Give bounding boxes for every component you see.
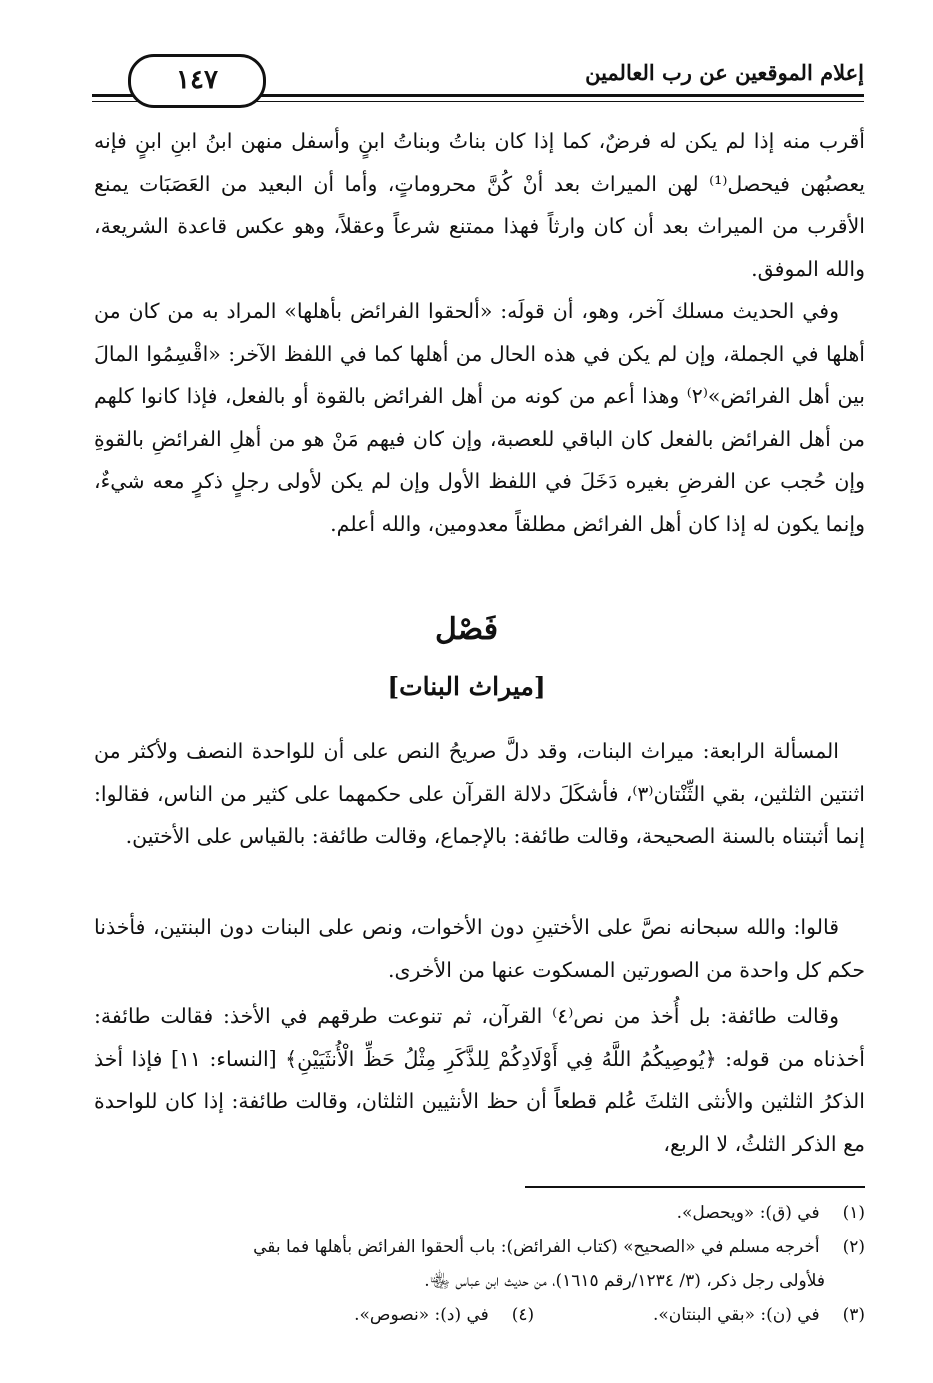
paragraph-2-text: وفي الحديث مسلك آخر، وهو، أن قولَه: «ألحقوا الفرائض بأهلها» المراد به من كان من أهلها في الجملة، وإن لم يكن في هذه الحال من أهلها كما في اللفظ الآخر: «اقْسِمُوا المالَ بين أهل الفرائض»⁽٢⁾ وهذا أعم من كونه من أهل الفرائض بالقوة أو بالفعل، فإذا كانوا كلهم من أهل الفرائض بالفعل كان الباقي للعصبة، وإن كان فيهم مَنْ هو من أهلِ الفرائضِ بالقوةِ وإن حُجب عن الفرضِ بغيره دَخَلَ في اللفظ الأول وإن لم يكن لأولى رجلٍ ذكرٍ معه شيءٌ، وإنما يكون له إذا كان أهل الفرائض مطلقاً معدومين، والله أعلم. xyxy=(94,299,865,536)
paragraph-4 xyxy=(94,906,865,991)
paragraph-4-text: قالوا: والله سبحانه نصَّ على الأختينِ دون الأخوات، ونص على البنات دون البنتين، فأخذنا حكم كل واحدة من الصورتين المسكوت عنها من الأخرى. xyxy=(94,915,865,982)
footnote-2-continued: فلأولى رجل ذكر، (٣/ ١٢٣٤/رقم ١٦١٥)، من حديث ابن عباس ﵄. xyxy=(424,1271,825,1291)
footnote-number: (٢) xyxy=(842,1237,865,1257)
paragraph-3-text: المسألة الرابعة: ميراث البنات، وقد دلَّ صريحُ النص على أن للواحدة النصف ولأكثر من اثنتين الثلثين، بقي الثِّنْتان⁽٣⁾، فأشكَلَ دلالة القرآن على حكمهما على كثير من الناس، فقالوا: إنما أثبتناه بالسنة الصحيحة، وقالت طائفة: بالإجماع، وقالت طائفة: بالقياس على الأختين. xyxy=(94,739,865,848)
footnote-number: (٣) xyxy=(842,1305,865,1325)
footnote-1 xyxy=(94,1196,865,1230)
footnote-text: في (ن): «بقي البنتان». xyxy=(652,1305,820,1325)
page-header xyxy=(92,54,864,106)
paragraph-1-text: أقرب منه إذا لم يكن له فرضٌ، كما إذا كان بناتُ وبناتُ ابنٍ وأسفل منهن ابنُ ابنِ ابنٍ فإنه يعصبُهن فيحصل⁽¹⁾ لهن الميراث بعد أنْ كُنَّ محروماتٍ، وأما أن البعيد من العَصَبَات يمنع الأقرب من الميراث بعد أن كان وارثاً فهذا ممتنع شرعاً وعقلاً، وهو عكس قاعدة الشريعة، والله الموفق. xyxy=(94,129,865,281)
section-heading: فَصْل xyxy=(434,612,499,647)
footnotes xyxy=(94,1196,865,1332)
paragraph-5 xyxy=(94,995,865,1165)
paragraph-1 xyxy=(94,120,865,290)
paragraph-2 xyxy=(94,290,865,545)
footnote-separator xyxy=(525,1186,865,1188)
paragraph-5-text: وقالت طائفة: بل أُخذ من نص⁽٤⁾ القرآن، ثم تنوعت طرقهم في الأخذ: فقالت طائفة: أخذناه من قوله: ﴿يُوصِيكُمُ اللَّهُ فِي أَوْلَادِكُمْ لِلذَّكَرِ مِثْلُ حَظِّ الْأُنثَيَيْنِ﴾ [النساء: ١١] فإذا أخذ الذكرُ الثلثين والأنثى الثلثَ عُلم قطعاً أن حظ الأنثيين الثلثان، وقالت طائفة: إذا كان للواحدة مع الذكر الثلثُ، لا الربع، xyxy=(94,1004,865,1156)
page-number: ١٤٧ xyxy=(128,54,266,108)
footnote-3-4 xyxy=(94,1298,865,1332)
footnote-2 xyxy=(94,1230,865,1264)
footnote-text: في (د): «نصوص». xyxy=(354,1305,489,1325)
footnote-text: أخرجه مسلم في «الصحيح» (كتاب الفرائض): باب ألحقوا الفرائض بأهلها فما بقي xyxy=(253,1237,820,1257)
footnote-number: (٤) xyxy=(511,1305,535,1325)
paragraph-3 xyxy=(94,730,865,858)
footnote-text: في (ق): «ويحصل». xyxy=(676,1203,820,1223)
footnote-number: (١) xyxy=(842,1203,865,1223)
book-title: إعلام الموقعين عن رب العالمين xyxy=(585,60,864,85)
section-subheading: [ميراث البنات] xyxy=(387,672,546,701)
